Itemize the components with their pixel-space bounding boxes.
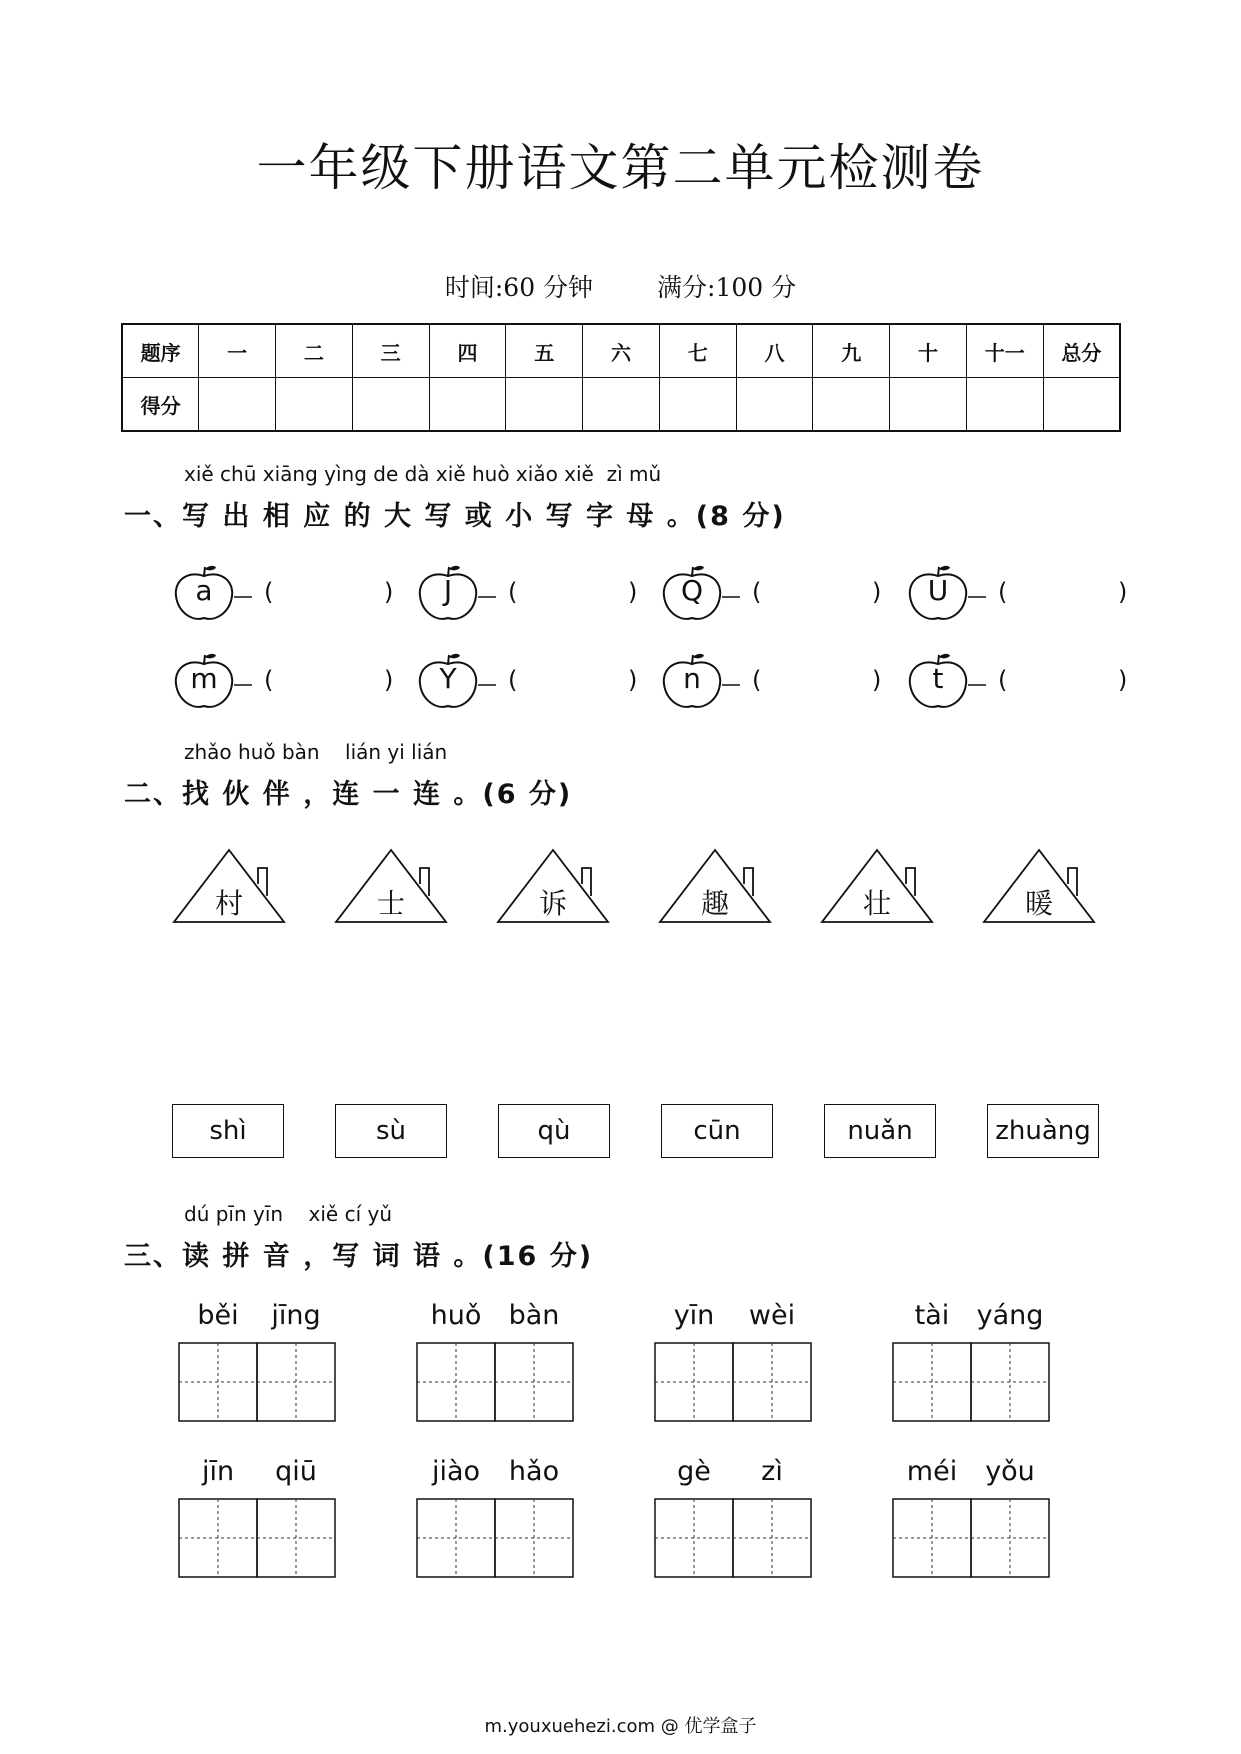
- answer-open-paren: (: [508, 578, 518, 606]
- character-house[interactable]: [658, 846, 772, 926]
- score-cell[interactable]: [352, 378, 429, 432]
- word-pinyin-syllable: huǒ: [430, 1300, 482, 1331]
- tianzige-grid[interactable]: [892, 1498, 1050, 1578]
- tianzige-grid[interactable]: [416, 1498, 574, 1578]
- exam-full-score: 满分:100 分: [657, 273, 797, 302]
- given-letter: m: [190, 662, 218, 695]
- character-house[interactable]: [982, 846, 1096, 926]
- score-table-column: 三: [352, 324, 429, 378]
- apple-letter-item: [416, 652, 676, 712]
- word-pinyin-syllable: tài: [914, 1300, 950, 1331]
- word-pinyin-syllable: jiào: [431, 1456, 481, 1487]
- score-table-column: 五: [506, 324, 583, 378]
- apple-letter-item: [906, 564, 1166, 624]
- score-table-column: 十一: [966, 324, 1043, 378]
- pinyin-box[interactable]: zhuàng: [987, 1104, 1099, 1158]
- word-pinyin-syllable: yǒu: [985, 1456, 1035, 1487]
- tianzige-grid[interactable]: [654, 1342, 812, 1422]
- answer-blank[interactable]: [1056, 666, 1106, 696]
- section2-title: 二、找 伙 伴 ，连 一 连 。(6 分): [124, 779, 573, 810]
- score-table-column: 八: [736, 324, 813, 378]
- section2-pinyin: zhǎo huǒ bàn lián yi lián: [184, 740, 448, 764]
- word-pinyin-syllable: jīng: [271, 1300, 321, 1331]
- house-character: 趣: [700, 887, 729, 920]
- given-letter: t: [932, 662, 944, 695]
- score-cell[interactable]: [1043, 378, 1120, 432]
- section1-pinyin: xiě chū xiāng yìng de dà xiě huò xiǎo xiě zì mǔ: [184, 462, 662, 486]
- answer-open-paren: (: [264, 578, 274, 606]
- score-table-column: 十: [890, 324, 967, 378]
- pinyin-box[interactable]: shì: [172, 1104, 284, 1158]
- apple-letter-item: [416, 564, 676, 624]
- answer-open-paren: (: [264, 666, 274, 694]
- score-cell[interactable]: [506, 378, 583, 432]
- score-cell[interactable]: [429, 378, 506, 432]
- given-letter: a: [195, 574, 213, 607]
- word-group: [892, 1456, 1062, 1574]
- word-pinyin-syllable: gè: [677, 1456, 711, 1487]
- pinyin-box[interactable]: nuǎn: [824, 1104, 936, 1158]
- character-house[interactable]: [820, 846, 934, 926]
- word-group: [416, 1456, 586, 1574]
- word-pinyin-syllable: jīn: [201, 1456, 235, 1487]
- answer-blank[interactable]: [322, 578, 372, 608]
- score-cell[interactable]: [199, 378, 276, 432]
- word-pinyin-syllable: yīn: [673, 1300, 715, 1331]
- pinyin-box[interactable]: sù: [335, 1104, 447, 1158]
- word-group: [416, 1300, 586, 1418]
- word-pinyin-syllable: hǎo: [508, 1456, 560, 1487]
- score-cell[interactable]: [276, 378, 353, 432]
- score-table-score-label: 得分: [122, 378, 199, 432]
- exam-time: 时间:60 分钟: [444, 273, 594, 302]
- score-table: [121, 323, 1121, 432]
- word-group: [654, 1456, 824, 1574]
- given-letter: J: [443, 574, 453, 607]
- word-pinyin-syllable: yáng: [976, 1300, 1044, 1331]
- section3-title: 三、读 拼 音 ，写 词 语 。(16 分): [124, 1241, 594, 1272]
- given-letter: Y: [439, 662, 457, 695]
- score-cell[interactable]: [659, 378, 736, 432]
- score-table-column: 总分: [1043, 324, 1120, 378]
- word-group: [892, 1300, 1062, 1418]
- word-pinyin-syllable: bàn: [508, 1300, 560, 1331]
- score-table-column: 九: [813, 324, 890, 378]
- apple-letter-item: [660, 652, 920, 712]
- given-letter: n: [683, 662, 701, 695]
- given-letter: U: [927, 574, 949, 607]
- score-table-column: 四: [429, 324, 506, 378]
- section3-pinyin: dú pīn yīn xiě cí yǔ: [184, 1202, 392, 1226]
- word-group: [178, 1456, 348, 1574]
- word-group: [654, 1300, 824, 1418]
- answer-close-paren: ): [384, 666, 394, 694]
- answer-close-paren: ): [1118, 578, 1128, 606]
- answer-open-paren: (: [998, 666, 1008, 694]
- score-table-column: 二: [276, 324, 353, 378]
- answer-open-paren: (: [752, 578, 762, 606]
- character-house[interactable]: [172, 846, 286, 926]
- character-house[interactable]: [334, 846, 448, 926]
- word-pinyin-syllable: zì: [761, 1456, 783, 1487]
- score-table-header-row: [122, 324, 1120, 378]
- word-pinyin-syllable: méi: [906, 1456, 958, 1487]
- pinyin-box[interactable]: cūn: [661, 1104, 773, 1158]
- score-table-column: 六: [583, 324, 660, 378]
- word-group: [178, 1300, 348, 1418]
- apple-letter-item: [906, 652, 1166, 712]
- answer-close-paren: ): [872, 578, 882, 606]
- exam-meta: [0, 268, 1241, 304]
- page-title: 一年级下册语文第二单元检测卷: [256, 139, 985, 197]
- answer-open-paren: (: [752, 666, 762, 694]
- tianzige-grid[interactable]: [654, 1498, 812, 1578]
- answer-blank[interactable]: [810, 666, 860, 696]
- answer-open-paren: (: [998, 578, 1008, 606]
- answer-blank[interactable]: [566, 666, 616, 696]
- score-table-column: 一: [199, 324, 276, 378]
- answer-blank[interactable]: [322, 666, 372, 696]
- score-table-row-header: 题序: [122, 324, 199, 378]
- word-pinyin-syllable: běi: [197, 1300, 239, 1331]
- word-pinyin-syllable: wèi: [748, 1300, 796, 1331]
- answer-close-paren: ): [1118, 666, 1128, 694]
- word-pinyin-syllable: qiū: [275, 1456, 317, 1487]
- tianzige-grid[interactable]: [416, 1342, 574, 1422]
- score-cell[interactable]: [583, 378, 660, 432]
- character-house[interactable]: [496, 846, 610, 926]
- apple-letter-item: [660, 564, 920, 624]
- house-character: 村: [214, 887, 243, 920]
- tianzige-grid[interactable]: [178, 1342, 336, 1422]
- answer-blank[interactable]: [566, 578, 616, 608]
- apple-letter-item: [172, 652, 432, 712]
- score-cell[interactable]: [966, 378, 1043, 432]
- house-character: 士: [376, 887, 405, 920]
- score-cell[interactable]: [813, 378, 890, 432]
- answer-blank[interactable]: [1056, 578, 1106, 608]
- house-character: 暖: [1024, 887, 1053, 920]
- pinyin-box[interactable]: qù: [498, 1104, 610, 1158]
- apple-letter-item: [172, 564, 432, 624]
- score-table-score-row: [122, 378, 1120, 432]
- answer-close-paren: ): [628, 578, 638, 606]
- answer-close-paren: ): [628, 666, 638, 694]
- score-cell[interactable]: [890, 378, 967, 432]
- score-table-column: 七: [659, 324, 736, 378]
- score-cell[interactable]: [736, 378, 813, 432]
- house-character: 壮: [862, 887, 891, 920]
- answer-close-paren: ): [384, 578, 394, 606]
- answer-blank[interactable]: [810, 578, 860, 608]
- given-letter: Q: [680, 574, 704, 607]
- answer-open-paren: (: [508, 666, 518, 694]
- section1-title: 一、写 出 相 应 的 大 写 或 小 写 字 母 。(8 分): [124, 501, 786, 532]
- tianzige-grid[interactable]: [892, 1342, 1050, 1422]
- footer-watermark: m.youxuehezi.com @ 优学盒子: [484, 1716, 757, 1737]
- house-character: 诉: [538, 887, 567, 920]
- answer-close-paren: ): [872, 666, 882, 694]
- tianzige-grid[interactable]: [178, 1498, 336, 1578]
